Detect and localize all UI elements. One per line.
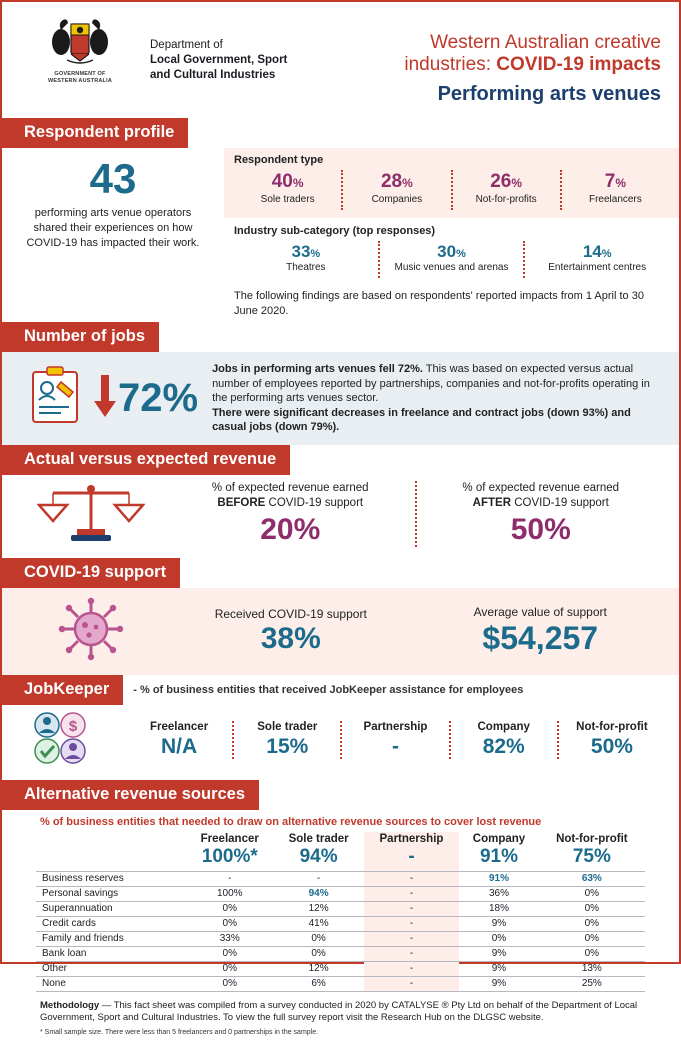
jobkeeper-cell: Not-for-profit 50% xyxy=(576,721,648,759)
virus-icon xyxy=(16,596,166,667)
page-header xyxy=(2,2,679,114)
jobkeeper-cell: Company 82% xyxy=(451,721,559,759)
dept-line-3: and Cultural Industries xyxy=(150,69,276,82)
table-row: Other 0% 12% - 9% 13% xyxy=(36,961,645,976)
respondent-type-item: 40% Sole traders xyxy=(234,170,343,210)
respondent-count-block xyxy=(2,148,224,322)
title-line-1: Western Australian creative industries: COVID-19 impacts xyxy=(404,32,661,76)
covid-support-section xyxy=(2,558,679,675)
col-header-freelancer: Freelancer xyxy=(200,832,259,845)
jobkeeper-banner: JobKeeper xyxy=(2,675,123,705)
header-value-not-for-profit: 75% xyxy=(572,845,611,867)
revenue-after-value: 50% xyxy=(510,513,571,546)
jobkeeper-cell: Partnership - xyxy=(342,721,450,759)
support-average-value: $54,257 xyxy=(482,620,599,657)
revenue-before-value: 20% xyxy=(260,513,321,546)
support-average-cell: Average value of support $54,257 xyxy=(416,605,666,657)
dept-line-2: Local Government, Sport xyxy=(150,54,288,67)
alternative-revenue-section xyxy=(2,780,679,992)
table-row: None 0% 6% - 9% 25% xyxy=(36,976,645,991)
dept-line-1: Department of xyxy=(150,39,223,51)
crest-caption: GOVERNMENT OF WESTERN AUSTRALIA xyxy=(48,71,112,85)
table-row: Business reserves - - - 91% 63% xyxy=(36,871,645,886)
alternative-revenue-intro: % of business entities that needed to draw on alternative revenue sources to cover lost revenue xyxy=(40,815,542,828)
government-crest xyxy=(20,16,140,86)
jobs-fall-percent: 72% xyxy=(118,375,199,420)
table-row: Bank loan 0% 0% - 9% 0% xyxy=(36,946,645,961)
respondent-description: performing arts venue operators shared their experiences on how COVID-19 has impacted their work. xyxy=(26,206,200,249)
wa-crest-icon xyxy=(45,16,115,68)
industry-subcategory-item: 30% Music venues and arenas xyxy=(380,241,526,279)
svg-text:$: $ xyxy=(68,717,78,735)
alternative-revenue-banner: Alternative revenue sources xyxy=(2,780,259,810)
respondent-count: 43 xyxy=(89,154,137,202)
methodology-label: Methodology xyxy=(40,999,100,1011)
header-value-sole-trader: 94% xyxy=(299,845,338,867)
department-name xyxy=(150,16,300,84)
number-of-jobs-section xyxy=(2,322,679,445)
support-received-value: 38% xyxy=(260,621,321,655)
methodology-text: — This fact sheet was compiled from a survey conducted in 2020 by CATALYSE ® Pty Ltd on behalf of the Department of Local Government, Sport and Cultural Industries. To view the full survey report visit the Research Hub on the DLGSC website. xyxy=(40,999,638,1024)
header-value-partnership: - xyxy=(364,845,460,872)
people-group-icon xyxy=(16,711,126,770)
table-row: Credit cards 0% 41% - 9% 0% xyxy=(36,916,645,931)
revenue-after-cell: % of expected revenue earned AFTER COVID-19 support 50% xyxy=(417,481,666,547)
findings-note: The following findings are based on respondents' reported impacts from 1 April to 30 June 2020. xyxy=(234,290,644,317)
jobkeeper-cell: Sole trader 15% xyxy=(234,721,342,759)
col-header-partnership: Partnership xyxy=(364,832,460,845)
respondent-type-label: Respondent type xyxy=(234,153,324,166)
methodology-footer xyxy=(2,992,679,1044)
col-header-company: Company xyxy=(472,832,526,845)
header-value-freelancer: 100%* xyxy=(201,845,258,867)
col-header-not-for-profit: Not-for-profit xyxy=(556,832,628,845)
respondent-type-item: 28% Companies xyxy=(343,170,452,210)
revenue-before-cell: % of expected revenue earned BEFORE COVID-19 support 20% xyxy=(166,481,417,547)
respondent-type-box xyxy=(224,148,679,218)
covid-support-banner: COVID-19 support xyxy=(2,558,180,588)
clipboard-person-icon xyxy=(16,366,94,431)
scales-icon xyxy=(16,481,166,548)
revenue-section xyxy=(2,445,679,558)
table-row: Personal savings 100% 94% - 36% 0% xyxy=(36,886,645,901)
respondent-profile-banner: Respondent profile xyxy=(2,118,188,148)
table-row: Family and friends 33% 0% - 0% 0% xyxy=(36,931,645,946)
col-header-sole-trader: Sole trader xyxy=(288,832,349,845)
jobkeeper-section xyxy=(2,675,679,780)
industry-subcategory-item: 33% Theatres xyxy=(234,241,380,279)
title-line-2: Performing arts venues xyxy=(437,82,661,105)
respondent-profile-section xyxy=(2,118,679,322)
alternative-revenue-table xyxy=(36,832,645,992)
industry-subcategory-label: Industry sub-category (top responses) xyxy=(234,224,436,237)
revenue-banner: Actual versus expected revenue xyxy=(2,445,290,475)
footnote: * Small sample size. There were less than 5 freelancers and 0 partnerships in the sample. xyxy=(40,1029,319,1037)
respondent-type-item: 26% Not-for-profits xyxy=(453,170,562,210)
industry-subcategory-item: 14% Entertainment centres xyxy=(548,241,647,274)
support-received-cell: Received COVID-19 support 38% xyxy=(166,607,416,656)
header-value-company: 91% xyxy=(479,845,518,867)
jobkeeper-note: - % of business entities that received JobKeeper assistance for employees xyxy=(133,683,524,696)
table-row: Superannuation 0% 12% - 18% 0% xyxy=(36,901,645,916)
jobs-description: Jobs in performing arts venues fell 72%. This was based on expected versus actual number of employees reported by partnerships, companies and not-for-profits operating in the performing arts venues sector. There were significant decreases in freelance and contract jobs (down 93%) and casual jobs (down 79%). xyxy=(212,362,650,434)
down-arrow-icon xyxy=(94,375,116,422)
number-of-jobs-banner: Number of jobs xyxy=(2,322,159,352)
respondent-type-item: 7% Freelancers xyxy=(588,170,642,205)
jobkeeper-cell: Freelancer N/A xyxy=(126,721,234,759)
industry-subcategory-box xyxy=(224,218,679,284)
page-title xyxy=(310,16,661,106)
